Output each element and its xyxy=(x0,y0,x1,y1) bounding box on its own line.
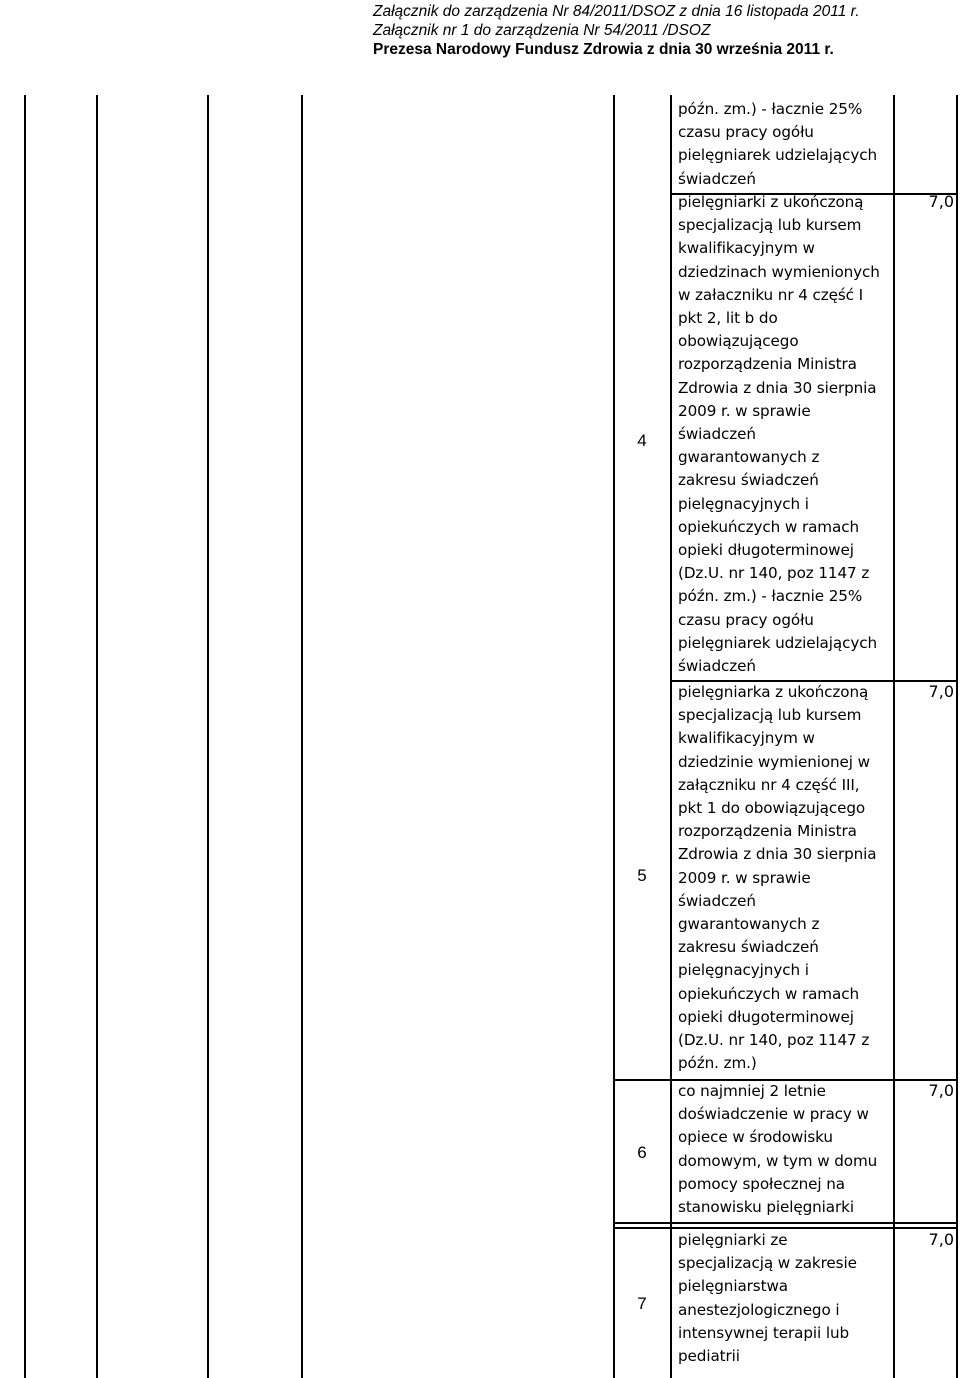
table-column-divider xyxy=(96,95,98,1378)
row-description: pielęgniarki ze specjalizacją w zakresie pielęgniarstwa anestezjologicznego i intensywnej terapii lub pediatrii xyxy=(678,1231,857,1366)
row-description: pielęgniarki z ukończoną specjalizacją lub kursem kwalifikacyjnym w dziedzinach wymienionych w załaczniku nr 4 część I pkt 2, lit b do obowiązującego rozporządzenia Ministra Zdrowia z dnia 30 sierpnia 2009 r. w sprawie świadczeń gwarantowanych z zakresu świadczeń pielęgnacyjnych i opiekuńczych w ramach opieki długoterminowej (Dz.U. nr 140, poz 1147 z późn. zm.) - łacznie 25% czasu pracy ogółu pielęgniarek udzielających świadczeń xyxy=(678,193,880,676)
table-column-divider xyxy=(301,95,303,1378)
table-border-right xyxy=(956,95,958,1378)
row-description: pielęgniarka z ukończoną specjalizacją lub kursem kwalifikacyjnym w dziedzinie wymienionej w załączniku nr 4 część III, pkt 1 do obowiązującego rozporządzenia Ministra Zdrowia z dnia 30 sierpnia 2009 r. w sprawie świadczeń gwarantowanych z zakresu świadczeń pielęgnacyjnych i opiekuńczych w ramach opieki długoterminowej (Dz.U. nr 140, poz 1147 z późn. zm.) xyxy=(678,683,877,1073)
row-divider xyxy=(613,1222,958,1224)
row-number: 5 xyxy=(637,866,647,885)
row-value: 7,0 xyxy=(928,1230,954,1249)
row-description: późn. zm.) - łacznie 25% czasu pracy ogółu pielęgniarek udzielających świadczeń xyxy=(678,100,878,188)
row-number: 6 xyxy=(637,1143,647,1162)
header-line-2: Załącznik nr 1 do zarządzenia Nr 54/2011 /DSOZ xyxy=(373,22,711,39)
table-column-divider xyxy=(670,95,672,1378)
row-number: 7 xyxy=(637,1294,647,1313)
row-description: co najmniej 2 letnie doświadczenie w pracy w opiece w środowisku domowym, w tym w domu pomocy społecznej na stanowisku pielęgniarki xyxy=(678,1082,878,1217)
table-border-left xyxy=(24,95,26,1378)
table-column-divider xyxy=(893,95,895,1378)
table-column-divider xyxy=(207,95,209,1378)
table-column-divider xyxy=(613,95,615,1378)
row-number: 4 xyxy=(637,431,647,450)
header-line-1: Załącznik do zarządzenia Nr 84/2011/DSOZ z dnia 16 listopada 2011 r. xyxy=(373,3,860,20)
header-line-3: Prezesa Narodowy Fundusz Zdrowia z dnia 30 września 2011 r. xyxy=(373,41,834,58)
row-value: 7,0 xyxy=(928,682,954,701)
row-value: 7,0 xyxy=(928,1081,954,1100)
row-value: 7,0 xyxy=(928,192,954,211)
